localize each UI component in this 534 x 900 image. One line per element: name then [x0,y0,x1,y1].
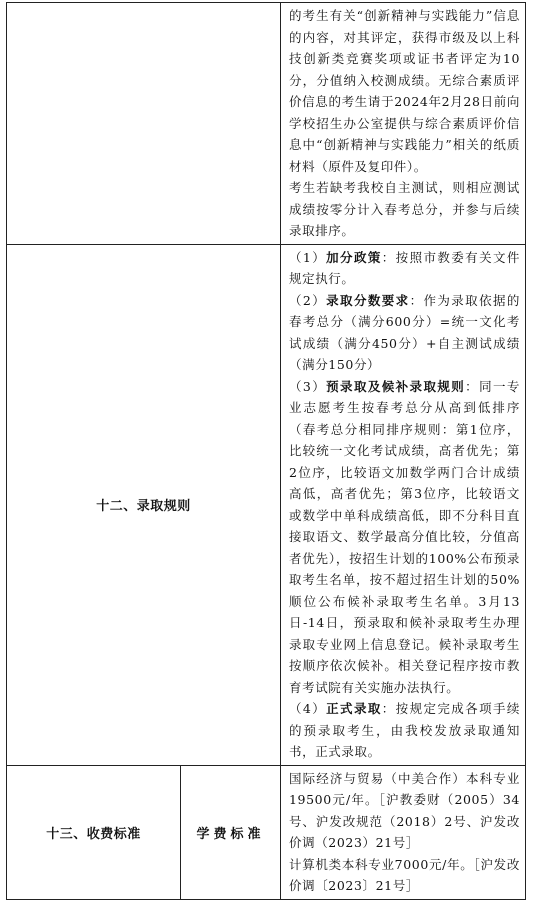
rule-item-1-num: （1） [289,249,327,265]
rule-item-4 [289,698,520,763]
table-row-fees [7,765,526,899]
table-row-admission-rules [7,244,526,765]
admission-rules-table [6,2,526,900]
prev-paragraph-2: 考生若缺考我校自主测试，则相应测试成绩按零分计入春考总分，并参与后续录取排序。 [289,180,520,238]
rule-item-3-text: ：同一专业志愿考生按春考总分从高到低排序（春考总分相同排序规则：第1位序，比较统一文化考试成绩，高者优先；第2位序，比较语文加数学两门合计成绩高低，高者优先；第3位序，比较语文或数学中单科成绩高低，即不分科目直接取语文、数学最高分值比较，分值高者优先），按招生计划的100%公布预录取考生名单，按不超过招生计划的50%顺位公布候补录取考生名单。3月13日-14日，预录取和候补录取考生办理录取专业网上信息登记。候补录取考生按顺序依次候补。相关登记程序按市教育考试院有关实施办法执行。 [289,378,520,695]
rule-item-4-num: （4） [289,701,327,716]
tuition-standard-label: 学费标准 [181,765,281,899]
rule-item-1-heading: 加分政策 [326,249,382,265]
admission-rules-label: 十二、录取规则 [7,244,281,765]
empty-label-cell [7,3,281,245]
rule-item-1-text: ：按照市教委有关文件规定执行。 [289,249,520,286]
rule-item-2-num: （2） [289,292,327,308]
fees-label: 十三、收费标准 [7,765,181,899]
table-row-prev [7,3,526,245]
rule-item-2-text: ：作为录取依据的春考总分（满分600分）=统一文化考试成绩（满分450分）+自主测试成绩（满分150分） [289,292,520,372]
rule-item-4-text: ：按规定完成各项手续的预录取考生，由我校发放录取通知书，正式录取。 [289,701,520,759]
rule-item-4-heading: 正式录取 [326,701,382,716]
fee-line-2: 计算机类本科专业7000元/年。［沪发改价调〔2023〕21号］ [289,856,520,893]
rule-item-2 [289,290,520,376]
prev-content-cell [281,3,526,245]
fees-content [281,765,526,899]
prev-paragraph-1: 的考生有关“创新精神与实践能力”信息的内容，对其评定，获得市级及以上科技创新类竞赛奖项或证书者评定为10分，分值纳入校测成绩。无综合素质评价信息的考生请于2024年2月28日前向学校招生办公室提供与综合素质评价信息中“创新精神与实践能力”相关的纸质材料（原件及复印件）。 [289,8,520,174]
rule-item-1 [289,247,520,290]
admission-rules-content [281,244,526,765]
rule-item-2-heading: 录取分数要求 [326,292,410,308]
rule-item-3-heading: 预录取及候补录取规则 [326,378,466,394]
rule-item-3 [289,376,520,699]
fee-line-1: 国际经济与贸易（中美合作）本科专业19500元/年。［沪教委财（2005）34号、沪发改规范（2018）2号、沪发改价调（2023）21号］ [289,770,520,850]
rule-item-3-num: （3） [289,378,327,394]
